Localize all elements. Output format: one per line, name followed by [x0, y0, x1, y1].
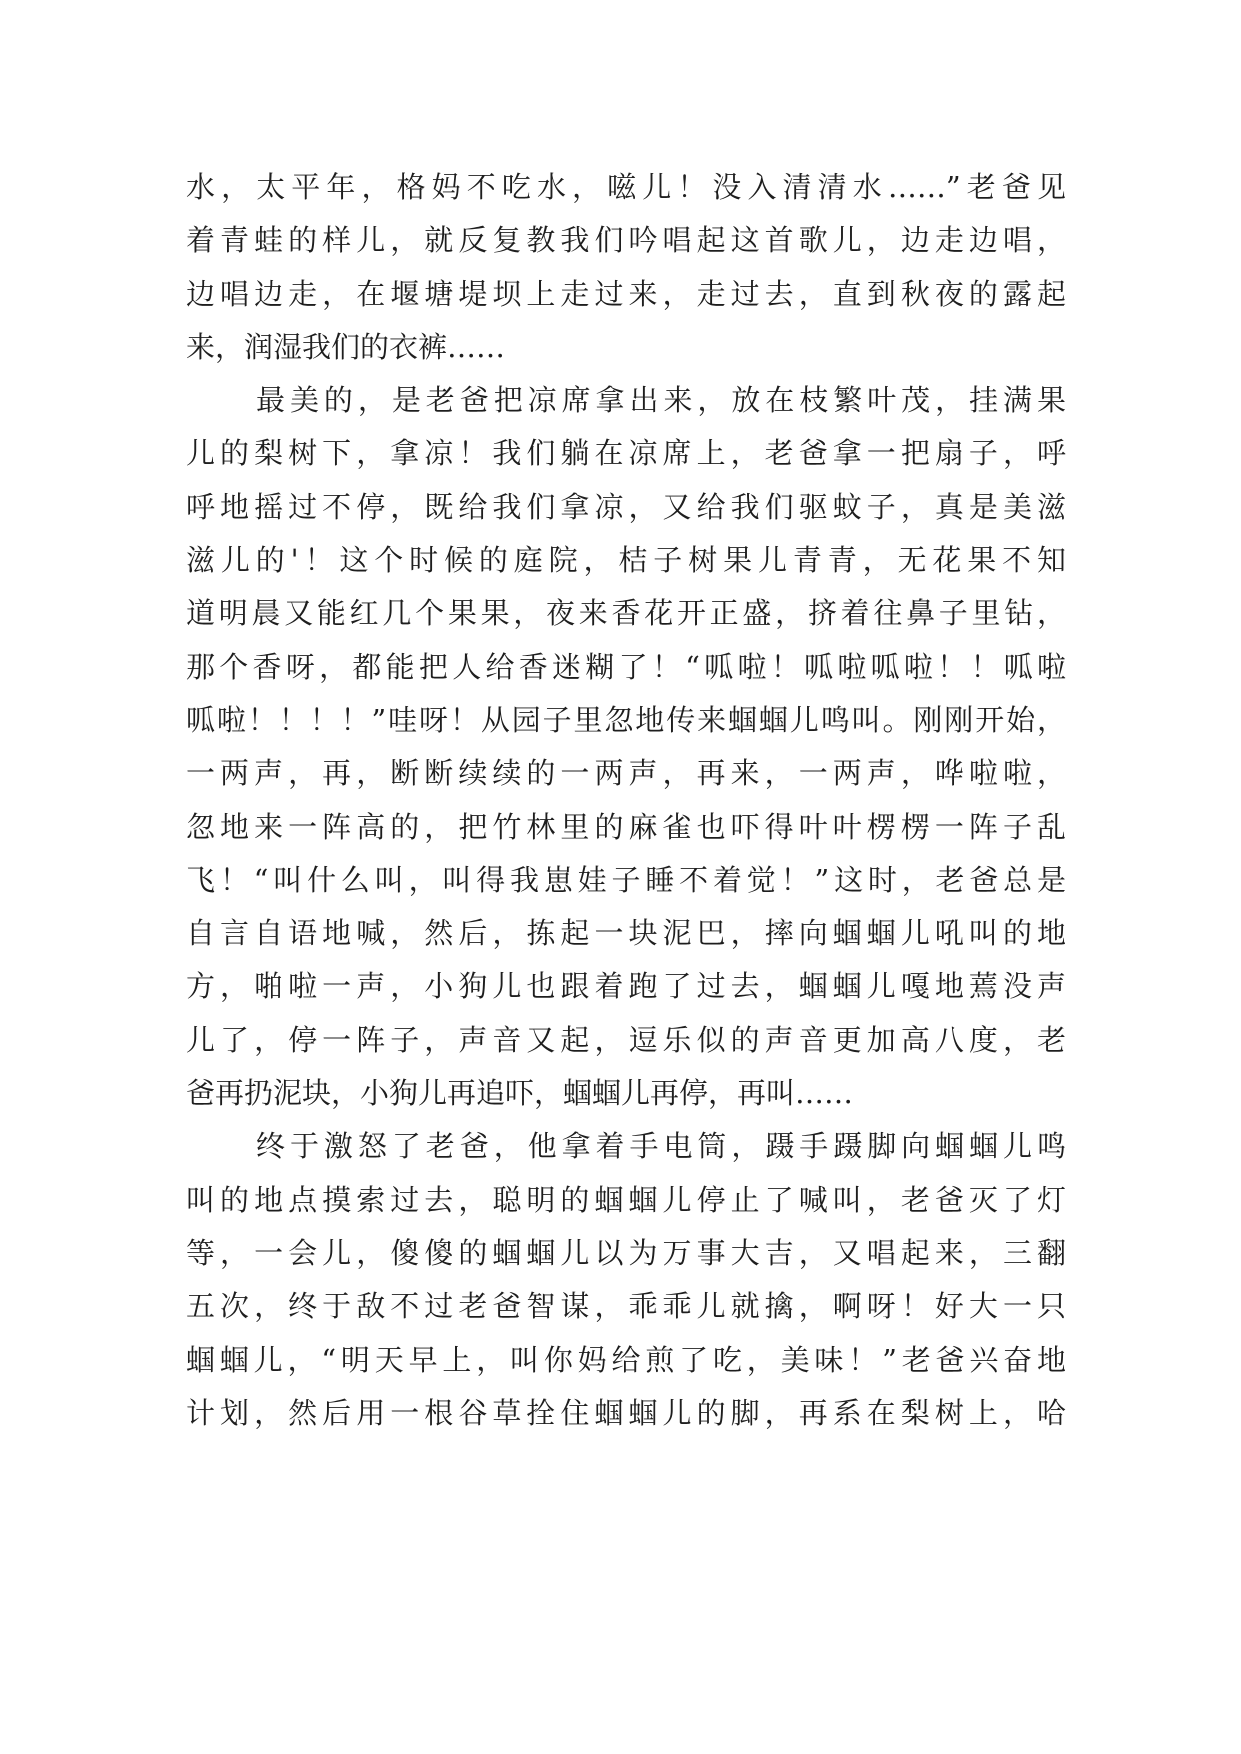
text-line: 一两声，再，断断续续的一两声，再来，一两声，哗啦啦，: [186, 756, 1066, 791]
body-text: [186, 161, 1066, 1440]
text-line: 忽地来一阵高的，把竹林里的麻雀也吓得叶叶楞楞一阵子乱: [186, 809, 1066, 844]
text-line: 儿了，停一阵子，声音又起，逗乐似的声音更加高八度，老: [186, 1022, 1066, 1057]
text-line: 道明晨又能红几个果果，夜来香花开正盛，挤着往鼻子里钻，: [186, 596, 1066, 631]
text-line: 水，太平年，格妈不吃水，嗞儿！没入清清水……”老爸见: [186, 170, 1066, 204]
text-line: 儿的梨树下，拿凉！我们躺在凉席上，老爸拿一把扇子，呼: [186, 436, 1066, 471]
text-line: 等，一会儿，傻傻的蝈蝈儿以为万事大吉，又唱起来，三翻: [186, 1235, 1066, 1270]
text-line: 飞！“叫什么叫，叫得我崽娃子睡不着觉！”这时，老爸总是: [186, 862, 1066, 897]
text-line: 那个香呀，都能把人给香迷糊了！“呱啦！呱啦呱啦！！呱啦: [186, 649, 1066, 684]
text-line: 计划，然后用一根谷草拴住蝈蝈儿的脚，再系在梨树上，哈: [186, 1395, 1066, 1430]
text-line: 着青蛙的样儿，就反复教我们吟唱起这首歌儿，边走边唱，: [186, 223, 1066, 258]
paragraph: [186, 374, 1066, 1120]
text-line: 自言自语地喊，然后，拣起一块泥巴，摔向蝈蝈儿吼叫的地: [186, 916, 1066, 951]
text-line: 呱啦！！！！”哇呀！从园子里忽地传来蝈蝈儿鸣叫。刚刚开始，: [186, 702, 1066, 737]
text-line: 边唱边走，在堰塘堤坝上走过来，走过去，直到秋夜的露起: [186, 276, 1066, 311]
paragraph: [186, 1120, 1066, 1440]
text-line: 五次，终于敌不过老爸智谋，乖乖儿就擒，啊呀！好大一只: [186, 1289, 1066, 1324]
text-line: 爸再扔泥块，小狗儿再追吓，蝈蝈儿再停，再叫……: [186, 1076, 854, 1111]
text-line: 滋儿的'！这个时候的庭院，桔子树果儿青青，无花果不知: [186, 543, 1066, 578]
text-line: 来，润湿我们的衣裤……: [186, 329, 506, 364]
text-line: 方，啪啦一声，小狗儿也跟着跑了过去，蝈蝈儿嘎地蔫没声: [186, 969, 1066, 1004]
text-line: 叫的地点摸索过去，聪明的蝈蝈儿停止了喊叫，老爸灭了灯: [186, 1182, 1066, 1217]
text-line: 终于激怒了老爸，他拿着手电筒，蹑手蹑脚向蝈蝈儿鸣: [256, 1129, 1066, 1164]
paragraph: [186, 161, 1066, 374]
text-line: 蝈蝈儿，“明天早上，叫你妈给煎了吃，美味！”老爸兴奋地: [186, 1342, 1066, 1377]
text-line: 呼地摇过不停，既给我们拿凉，又给我们驱蚊子，真是美滋: [186, 489, 1066, 524]
text-line: 最美的，是老爸把凉席拿出来，放在枝繁叶茂，挂满果: [256, 383, 1066, 418]
